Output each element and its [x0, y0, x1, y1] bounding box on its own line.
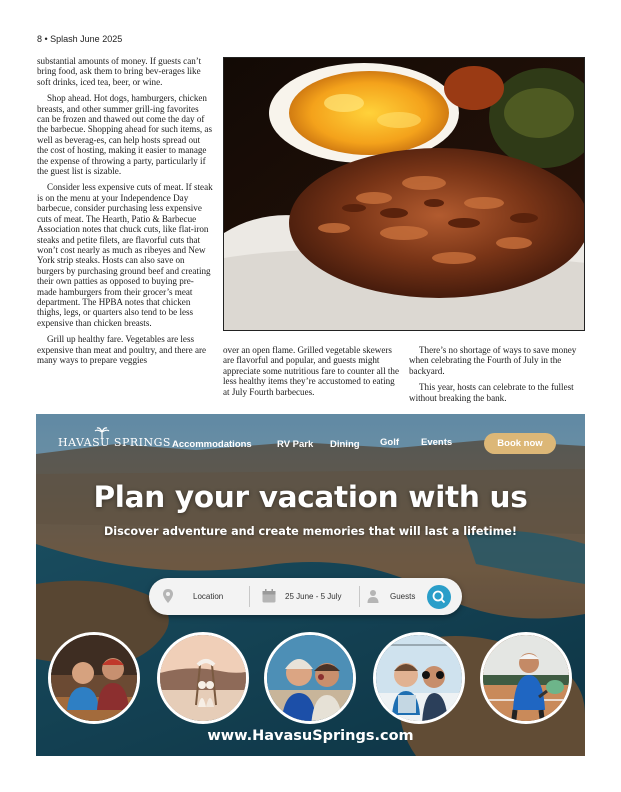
havasu-springs-ad: [36, 414, 585, 756]
dates-field[interactable]: 25 June - 5 July: [285, 592, 342, 601]
article-column-3: [409, 345, 585, 409]
photo-circle-family-boat: [373, 632, 465, 724]
page-header: 8 • Splash June 2025: [37, 34, 123, 44]
nav-rv-park[interactable]: RV Park: [277, 439, 314, 450]
photo-circle-pickleball: [480, 632, 572, 724]
divider: [249, 586, 250, 607]
havasu-springs-logo: HAVASU SPRINGS: [58, 436, 171, 449]
guests-field[interactable]: Guests: [390, 592, 416, 601]
article-column-1: [37, 56, 213, 371]
photo-circle-women-laughing: [264, 632, 356, 724]
pulled-pork-photo: [223, 57, 585, 331]
paragraph: over an open flame. Grilled vegetable skewers are flavorful and popular, and guests might appreciate some nutritious fare to counter all the less healthy items they’re accustomed to eating at July Fourth barbecues.: [223, 345, 399, 397]
ad-subheadline: Discover adventure and create memories that will last a lifetime!: [104, 525, 517, 538]
website-url[interactable]: www.HavasuSprings.com: [207, 728, 414, 744]
nav-events[interactable]: Events: [421, 437, 453, 448]
photo-circle-friends-drinks: [48, 632, 140, 724]
paragraph: substantial amounts of money. If guests can’t bring food, ask them to bring bev-erages like soft drinks, iced tea, beer, or wine.: [37, 56, 202, 87]
paragraph: Consider less expensive cuts of meat. If steak is on the menu at your Independence Day barbecue, consider purchasing less expensive cuts of meat. The Hearth, Patio & Barbecue Association notes that chuck cuts, like flat-iron steaks and petite filets, are flavorful cuts that won’t cost nearly as much as ribeyes and New York strip steaks. Hosts can also save on burgers by purchasing ground beef and creating their own patties as opposed to buying pre-made hamburgers from their grocer’s meat department. The HPBA notes that chicken thighs, legs, or quarters also tend to be less expensive than chicken breasts.: [37, 182, 213, 328]
nav-accommodations[interactable]: Accommodations: [172, 439, 252, 450]
location-field[interactable]: Location: [193, 592, 224, 601]
palm-tree-icon: [94, 427, 110, 439]
paragraph: Grill up healthy fare. Vegetables are less expensive than meat and poultry, and there are many ways to prepare veggies: [37, 334, 207, 365]
person-icon: [365, 588, 381, 604]
paragraph: This year, hosts can celebrate to the fullest without breaking the bank.: [409, 382, 574, 403]
divider: [359, 586, 360, 607]
paragraph: There’s no shortage of ways to save money when celebrating the Fourth of July in the backyard.: [409, 345, 577, 376]
search-icon: [427, 585, 451, 609]
nav-dining[interactable]: Dining: [330, 439, 360, 450]
nav-golf[interactable]: Golf: [380, 437, 399, 448]
ad-headline: Plan your vacation with us: [93, 480, 528, 514]
location-pin-icon: [160, 588, 176, 604]
booking-search-bar: [149, 578, 462, 615]
search-button[interactable]: [427, 585, 451, 609]
book-now-button[interactable]: Book now: [484, 433, 556, 454]
article-column-2: [223, 345, 399, 403]
ad-navigation: [36, 414, 585, 474]
paragraph: Shop ahead. Hot dogs, hamburgers, chicken breasts, and other summer grill-ing favorites can be frozen and thawed out come the day of the barbecue. Shopping ahead for such items, as well as beverag-es, can help hosts spread out the cost of hosting, making it easier to manage the expense of throwing a party, particularly if the guest list is sizable.: [37, 93, 213, 177]
calendar-icon: [261, 588, 277, 604]
photo-circle-beach-wedding: [157, 632, 249, 724]
